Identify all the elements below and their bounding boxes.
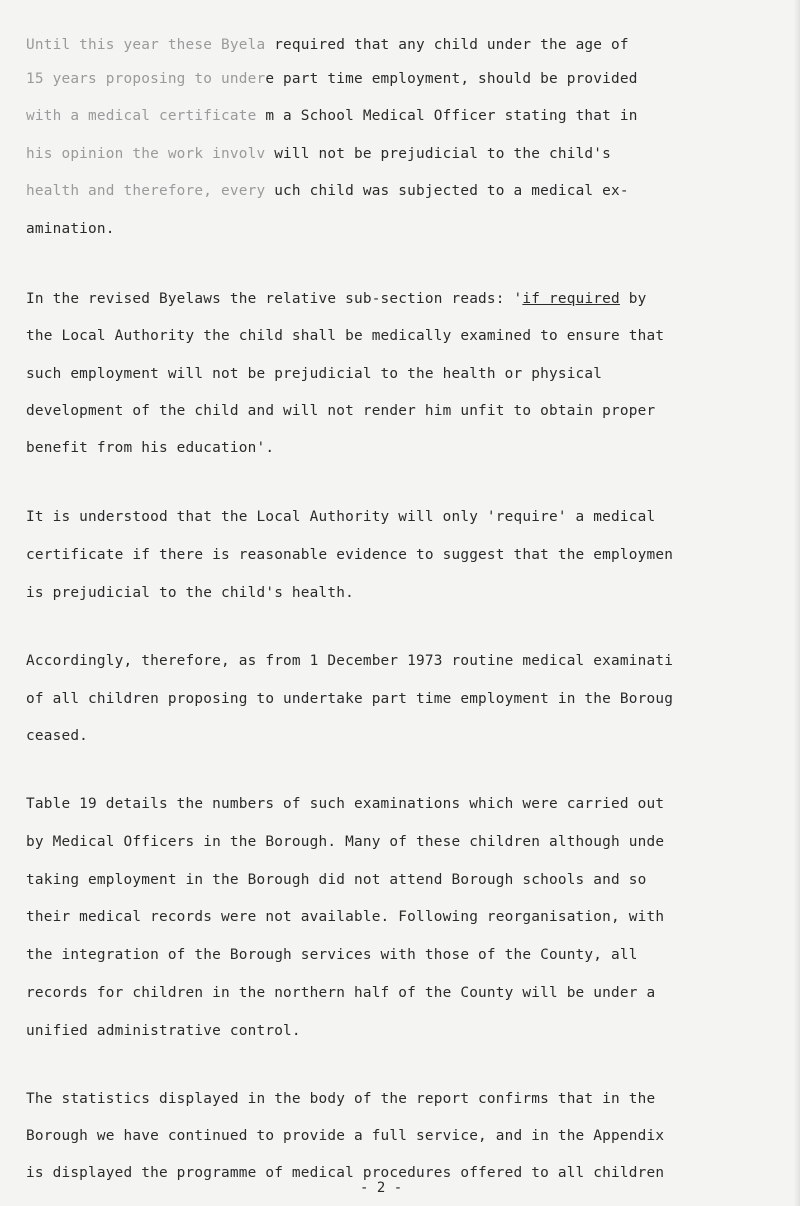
paragraph-5-line-5: the integration of the Borough services with those of the County, all <box>26 947 638 963</box>
paragraph-5-line-4: their medical records were not available. Following reorganisation, with <box>26 909 665 925</box>
paragraph-5-line-1: Table 19 details the numbers of such examinations which were carried out <box>26 796 665 812</box>
paragraph-5-line-3: taking employment in the Borough did not attend Borough schools and so <box>26 872 647 888</box>
paragraph-2-line-4: development of the child and will not render him unfit to obtain proper <box>26 403 656 419</box>
paragraph-4-line-2: of all children proposing to undertake part time employment in the Boroug <box>26 691 674 707</box>
paragraph-4-line-1: Accordingly, therefore, as from 1 December 1973 routine medical examinati <box>26 653 674 669</box>
paragraph-2-line-3: such employment will not be prejudicial to the health or physical <box>26 366 603 382</box>
paragraph-6-line-1: The statistics displayed in the body of the report confirms that in the <box>26 1091 656 1107</box>
page-edge-shadow <box>794 0 800 1206</box>
paragraph-1-line-4: his opinion the work involv will not be prejudicial to the child's <box>26 146 612 162</box>
paragraph-4-line-3: ceased. <box>26 728 89 744</box>
paragraph-3-line-1: It is understood that the Local Authority will only 'require' a medical <box>26 509 656 525</box>
paragraph-1-line-5: health and therefore, every uch child was subjected to a medical ex- <box>26 183 629 199</box>
paragraph-3-line-2: certificate if there is reasonable evidence to suggest that the employmen <box>26 547 674 563</box>
paragraph-2-line-1: In the revised Byelaws the relative sub-section reads: 'if required by <box>26 291 647 307</box>
paragraph-1-line-3: with a medical certificate m a School Medical Officer stating that in <box>26 108 638 124</box>
underlined-phrase: if required <box>522 291 620 307</box>
page-number: - 2 - <box>360 1180 403 1196</box>
paragraph-1-line-6: amination. <box>26 221 115 237</box>
paragraph-6-line-3: is displayed the programme of medical procedures offered to all children <box>26 1165 665 1181</box>
paragraph-3-line-3: is prejudicial to the child's health. <box>26 585 354 601</box>
paragraph-6-line-2: Borough we have continued to provide a full service, and in the Appendix <box>26 1128 665 1144</box>
paragraph-2-line-5: benefit from his education'. <box>26 440 275 456</box>
paragraph-1-line-1: Until this year these Byela required that any child under the age of <box>26 37 629 53</box>
paragraph-1-line-2: 15 years proposing to undere part time employment, should be provided <box>26 71 638 87</box>
paragraph-5-line-2: by Medical Officers in the Borough. Many of these children although unde <box>26 834 665 850</box>
paragraph-5-line-7: unified administrative control. <box>26 1023 301 1039</box>
paragraph-2-line-2: the Local Authority the child shall be medically examined to ensure that <box>26 328 665 344</box>
paragraph-5-line-6: records for children in the northern half of the County will be under a <box>26 985 656 1001</box>
